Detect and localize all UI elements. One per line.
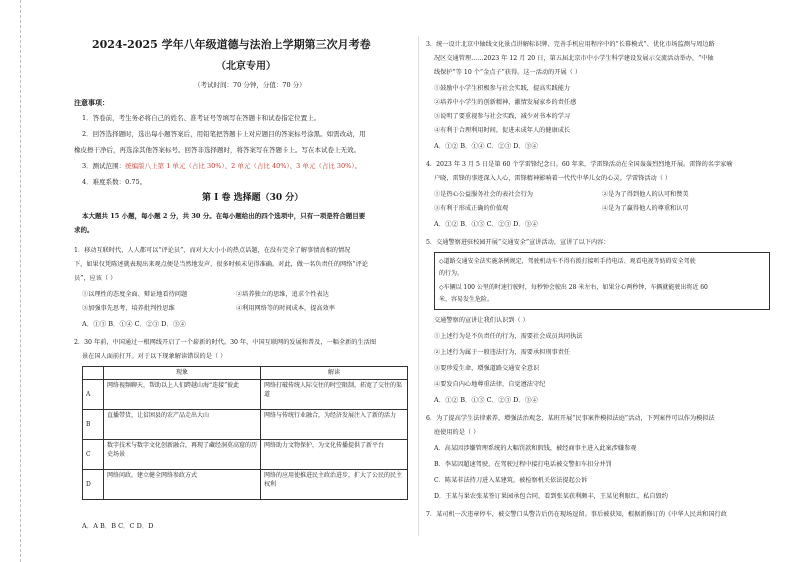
- q5-box-line: 的行为。: [439, 270, 464, 277]
- q4-option: ④是为了赢得他人的尊重和认可: [602, 205, 689, 212]
- q3-option: ③说明了要重视参与社会实践，减少对书本的学习: [434, 113, 571, 120]
- q2-stem: 景在国人面前打开。对于以下现象解读错误的是（ ）: [82, 353, 227, 360]
- q5-box-line: 米，容易发生危险。: [439, 296, 494, 303]
- q1-option: ③加强事先思考，培养批判性思维: [82, 305, 175, 312]
- q3-stem: 线保护”等 10 个“金点子”获得。这一活动的开展（ ）: [434, 69, 582, 76]
- q6-stem: 6．为了提高学生法律素养，增强法治观念，某班开展“民事案件模拟法庭”活动，下列案件可以作为模拟法: [426, 415, 715, 422]
- table-cell: 网络与传统行业融合，为经济发展注入了新的活力: [261, 410, 408, 440]
- binding-margin: [0, 0, 21, 562]
- q2-stem: 2．30 年前，中国通过一根网线开启了一个崭新的时代。30 年，中国互联网的发展和普及，一幅全新的生活图: [74, 339, 377, 346]
- q4-stem: 户晓，雷锋的事迹深入人心，雷锋精神影响着一代代中华儿女的心灵。学雷锋活动（ ）: [434, 175, 672, 182]
- q1-option: ①以理性的态度全面、辩证地看待问题: [82, 291, 188, 298]
- q6-stem: 庭使用的是（ ）: [434, 429, 480, 436]
- table-cell: 网络视频聊天，帮助以上人们跨越山海“连接”彼此: [104, 380, 261, 410]
- table-cell: C: [83, 440, 104, 470]
- q5-info-box: [434, 252, 770, 310]
- section-intro: 求的。: [74, 226, 94, 234]
- q2-table: [82, 366, 408, 500]
- table-header: [83, 367, 104, 380]
- table-row: [83, 440, 408, 470]
- section-title: 第 I 卷 选择题（30 分）: [202, 193, 304, 203]
- q4-option: ②是为了得到他人的认可和赞美: [602, 191, 689, 198]
- q6-option: C．陈某非法持刀进入某建筑，被检察机关依法提起公诉: [434, 477, 588, 484]
- q5-option: ③要珍爱生命，增强道路交通安全意识: [434, 365, 540, 372]
- q2-choices: A．A B．B C．C D．D: [82, 522, 154, 530]
- note-item: 4．难度系数：0.75。: [82, 178, 147, 186]
- q3-option: ②培养中小学生的创新精神，激情发展家乡的责任感: [434, 99, 577, 106]
- q6-option: D．王某与果农张某签订果园承包合同，看到张某获利颇丰，王某见利眼红，私自毁约: [434, 493, 668, 500]
- q5-choices: A．①② B．①③ C．②③ D．③④: [434, 396, 538, 404]
- table-row: [83, 470, 408, 500]
- column-divider: [418, 36, 419, 536]
- q5-box-line: ◇道路交通安全法实施条例规定，驾驶机动车不得有拨打接听手持电话、观看电视等妨碍安全驾驶: [439, 258, 696, 265]
- table-header: 解读: [261, 367, 408, 380]
- note-item: 1．答卷前，考生务必将自己的姓名、准考证号等填写在答题卡和试卷指定位置上。: [82, 114, 321, 122]
- q4-option: ①是热心公益服务社会的表社会行为: [434, 191, 533, 198]
- q3-stem: 况区交通管理……2023 年 12 月 20 日，第五届北京市中小学生科学建设发展示交流活动举办，“中轴: [434, 55, 714, 62]
- note-scope-value: 统编版八上第 1 单元（占比 30%）、2 单元（占比 40%）、3 单元（占比 30%）。: [125, 162, 362, 170]
- table-cell: A: [83, 380, 104, 410]
- table-header-row: [83, 367, 408, 380]
- q1-option: ④利用网络等的时间成本，提高效率: [236, 305, 335, 312]
- table-cell: 数字技术与数字文化创新融合，再现了藏经洞莫高窟的历史场景: [104, 440, 261, 470]
- exam-subtitle: （北京专用）: [216, 61, 276, 72]
- table-header: 现象: [104, 367, 261, 380]
- q5-option: ①上述行为是不负责任的行为，需要社会成员共同执法: [434, 333, 583, 340]
- table-cell: 网络助力文物保护，为文化传播提供了新平台: [261, 440, 408, 470]
- q7-stem: 7．某司机一次违章停车，被交警口头警告后仍在现场逗留。事后被获知，根据新修订的《中华人民共和国行政: [426, 511, 727, 518]
- table-row: [83, 410, 408, 440]
- table-cell: D: [83, 470, 104, 500]
- notes-heading: 注意事项：: [74, 98, 109, 107]
- q1-stem: 下，如果仅凭陈述就表现出来观点便是当然地发声，很多时候未见得准确。对此，做一名负责任的网络“评论: [74, 261, 368, 268]
- q4-stem: 4．2023 年 3 月 5 日是第 60 个学雷锋纪念日。60 年来，学雷锋活动在全国轰轰烈烈地开展。雷锋的名字家喻: [426, 161, 733, 168]
- q1-choices: A．①③ B．①④ C．②③ D．③④: [82, 320, 186, 328]
- table-cell: 网络打破传统人际交往的时空限制，拓宽了交往的渠道: [261, 380, 408, 410]
- q4-choices: A．①② B．①③ C．②③ D．③④: [434, 220, 538, 228]
- exam-title: 2024-2025 学年八年级道德与法治上学期第三次月考卷: [92, 38, 371, 51]
- q5-box-line: ◇车辆以 100 公里的时速行驶时，每秒钟会驶出 28 米左右，如果分心两秒钟，车辆就能驶出将近 60: [439, 284, 708, 291]
- table-row: [83, 380, 408, 410]
- q3-option: ①鼓励中小学生积极参与社会实践，提高实践能力: [434, 85, 571, 92]
- table-cell: 网络的应用使推进民主政治进步，扩大了公民的民主权利: [261, 470, 408, 500]
- q5-option: ④要发自内心地尊重法律，自觉遵法守纪: [434, 381, 546, 388]
- q5-prompt: 交通警察的宣讲让我们认识到（ ）: [434, 317, 529, 324]
- q5-stem: 5．交通警察进驻校园开展“交通安全”宣讲活动，宣讲了以下内容：: [426, 239, 610, 246]
- q1-option: ②培养独立的思维，追求个性表达: [236, 291, 329, 298]
- q5-option: ②上述行为属于一般违法行为，需要承担刑事责任: [434, 349, 571, 356]
- note-scope-label: 3．测试范围：: [82, 162, 126, 170]
- note-item: 2．回答选择题时，选出每小题答案后，用铅笔把答题卡上对应题目的答案标号涂黑。如需改动，用: [82, 130, 366, 138]
- table-cell: B: [83, 410, 104, 440]
- exam-meta: （考试时间：70 分钟，分值：70 分）: [194, 81, 306, 89]
- table-cell: 直播带货，让贫困县的农产品走出大山: [104, 410, 261, 440]
- q4-option: ③有利于形成正确的价值观: [434, 205, 509, 212]
- q3-option: ④有利于合理利用时间，促进未成年人的健康成长: [434, 127, 571, 134]
- q3-stem: 3．统一设计北京中轴线文化景点讲解标识牌、完善手机应用程序中的“长幕模式”、优化市场监测与周边路: [426, 41, 715, 48]
- q6-option: B．李某因超速驾驶、在驾驶过程中接打电话被交警扣车扣分并罚: [434, 461, 612, 468]
- table-cell: 网络问政，建立健全网络参政方式: [104, 470, 261, 500]
- section-intro: 本大题共 15 小题，每小题 2 分，共 30 分。在每小题给出的四个选项中，只有一项是符合题目要: [82, 212, 366, 220]
- note-item: [82, 162, 361, 171]
- q6-option: A．高某因涉嫌管理系统的大幅罚款和假钱，被经商事主进入此案涉嫌参观: [434, 445, 637, 452]
- q3-choices: A．①② B．①④ C．②③ D．③④: [434, 142, 538, 150]
- note-item: 橡皮擦干净后，再选涂其他答案标号。回答非选择题时，将答案写在答题卡上。写在本试卷上无效。: [74, 146, 360, 154]
- q1-stem: 1．移动互联时代，人人都可以“评论员”，而对大大小小的热点话题，在没有完全了解事情真相的情况: [74, 247, 351, 254]
- q1-stem: 员”，应该（ ）: [74, 275, 117, 282]
